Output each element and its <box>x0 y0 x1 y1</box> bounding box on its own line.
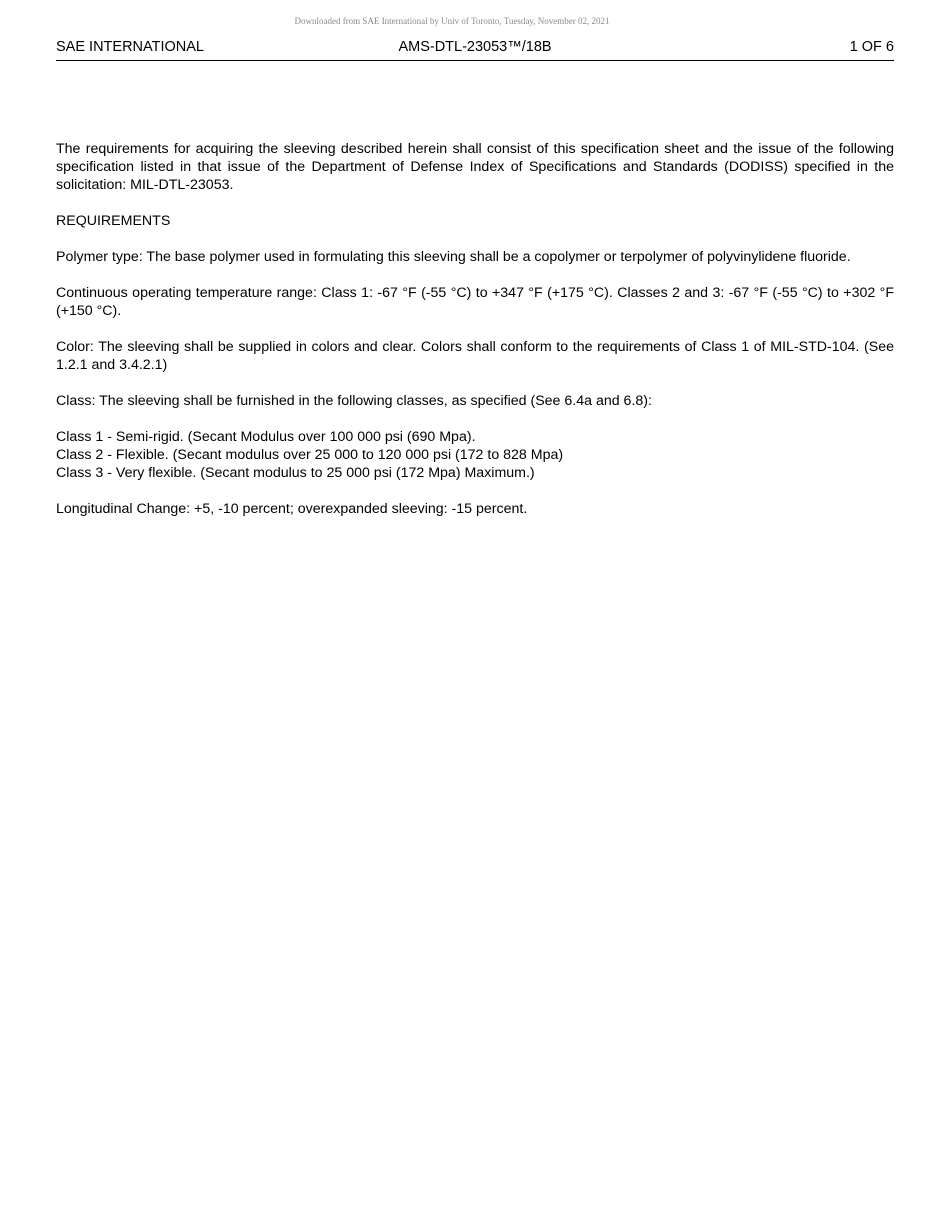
class-list-item: Class 3 - Very flexible. (Secant modulus to 25 000 psi (172 Mpa) Maximum.) <box>56 465 535 481</box>
polymer-type-paragraph: Polymer type: The base polymer used in formulating this sleeving shall be a copolymer or terpolymer of polyvinylidene fluoride. <box>56 249 851 265</box>
page-header <box>56 38 894 61</box>
temperature-range-paragraph: Continuous operating temperature range: Class 1: -67 °F (-55 °C) to +347 °F (+175 °C). Classes 2 and 3: -67 °F (-55 °C) to +302 °F (+150 °C). <box>56 285 894 319</box>
class-list-item: Class 2 - Flexible. (Secant modulus over 25 000 to 120 000 psi (172 to 828 Mpa) <box>56 447 564 463</box>
requirements-heading: REQUIREMENTS <box>56 213 171 229</box>
header-document-number: AMS-DTL-23053™/18B <box>398 39 552 55</box>
class-list-item: Class 1 - Semi-rigid. (Secant Modulus over 100 000 psi (690 Mpa). <box>56 429 476 445</box>
document-body <box>56 140 894 536</box>
header-organization: SAE INTERNATIONAL <box>56 39 204 55</box>
class-intro-paragraph: Class: The sleeving shall be furnished in the following classes, as specified (See 6.4a and 6.8): <box>56 393 652 409</box>
class-list <box>56 428 894 482</box>
header-page-number: 1 OF 6 <box>849 39 894 55</box>
download-watermark: Downloaded from SAE International by Univ of Toronto, Tuesday, November 02, 2021 <box>294 16 610 26</box>
intro-paragraph: The requirements for acquiring the sleeving described herein shall consist of this specification sheet and the issue of the following specification listed in that issue of the Department of Defense Index of Specifications and Standards (DODISS) specified in the solicitation: MIL-DTL-23053. <box>56 141 894 193</box>
color-paragraph: Color: The sleeving shall be supplied in colors and clear. Colors shall conform to the requirements of Class 1 of MIL-STD-104. (See 1.2.1 and 3.4.2.1) <box>56 339 894 373</box>
longitudinal-change-paragraph: Longitudinal Change: +5, -10 percent; overexpanded sleeving: -15 percent. <box>56 501 528 517</box>
